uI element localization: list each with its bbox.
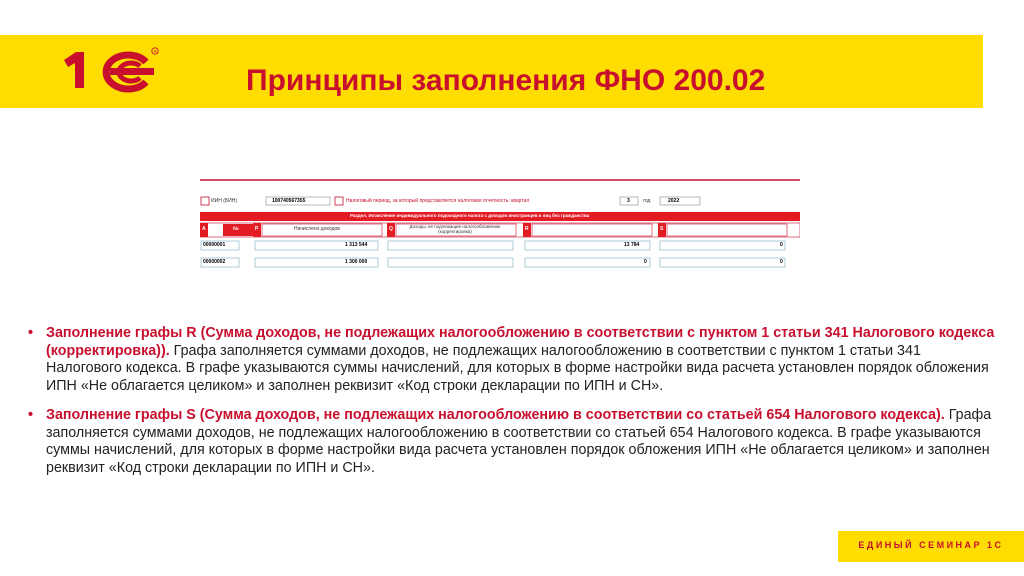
col-q-letter: Q	[389, 226, 393, 232]
page-title: Принципы заполнения ФНО 200.02	[246, 64, 766, 97]
col-p-label: Начислено доходов	[294, 226, 340, 232]
footer-badge	[838, 531, 1024, 562]
col-a-letter: A	[202, 226, 206, 232]
row-2-p-value: 1 300 000	[345, 259, 368, 265]
bullet-dot-icon: •	[28, 407, 34, 423]
bullet-item-s	[24, 407, 999, 477]
bullet-list	[24, 325, 999, 489]
year-label: год	[643, 198, 651, 204]
period-label: Налоговый период, за который представляется налоговая отчетность: квартал	[346, 198, 530, 204]
row-2-s-value: 0	[780, 259, 783, 265]
iin-value: 100740567355	[272, 198, 306, 204]
col-p-letter: P	[255, 226, 259, 232]
row-2-r-value: 0	[644, 259, 647, 265]
col-s-letter: S	[660, 226, 664, 232]
bullet-body: Графа заполняется суммами доходов, не подлежащих налогообложению в соответствии со статьей 654 Налогового кодекса. В графе указываются суммы начислений, для которых в форме настройки вида расчета установлен порядок обложения ИПН «Не облагается целиком» и заполнен реквизит «Код строки декларации по ИПН и СН».	[46, 407, 992, 476]
iin-label: ИИН (БИН)	[211, 198, 238, 204]
bullet-dot-icon: •	[28, 325, 34, 341]
footer-label: ЕДИНЫЙ СЕМИНАР 1С	[858, 540, 1004, 550]
svg-text:R: R	[153, 48, 157, 54]
bullet-lead: Заполнение графы S (Сумма доходов, не подлежащих налогообложению в соответствии со статьей 654 Налогового кодекса).	[46, 407, 945, 423]
row-1-number: 00000001	[203, 242, 226, 248]
year-value: 2022	[668, 198, 680, 204]
quarter-value: 3	[627, 198, 630, 204]
row-1-s-value: 0	[780, 242, 783, 248]
bullet-body: Графа заполняется суммами доходов, не подлежащих налогообложению в соответствии с пунктом 1 статьи 341 Налогового кодекса. В графе указываются суммы начислений, для которых в форме настройки вида расчета установлен порядок обложения ИПН «Не облагается целиком» и заполнен реквизит «Код строки декларации по ИПН и СН».	[46, 342, 989, 394]
1c-logo	[62, 46, 162, 94]
declaration-form-image	[200, 179, 800, 271]
col-no-label: №	[233, 226, 239, 232]
bullet-lead: Заполнение графы R (Сумма доходов, не подлежащих налогообложению в соответствии с пунктом 1 статьи 341 Налогового кодекса (корректировка)).	[46, 325, 995, 359]
row-1-p-value: 1 313 544	[345, 242, 368, 248]
col-q-label: Доходы, не подлежащие налогообложению (корректировка)	[409, 224, 501, 234]
row-2-number: 00000002	[203, 259, 226, 265]
row-1-r-value: 13 784	[624, 242, 640, 248]
bullet-item-r	[24, 325, 999, 395]
col-r-letter: R	[525, 226, 529, 232]
section-title: Раздел. Исчисление индивидуального подоходного налога с доходов иностранцев и лиц без гражданства	[350, 213, 590, 218]
